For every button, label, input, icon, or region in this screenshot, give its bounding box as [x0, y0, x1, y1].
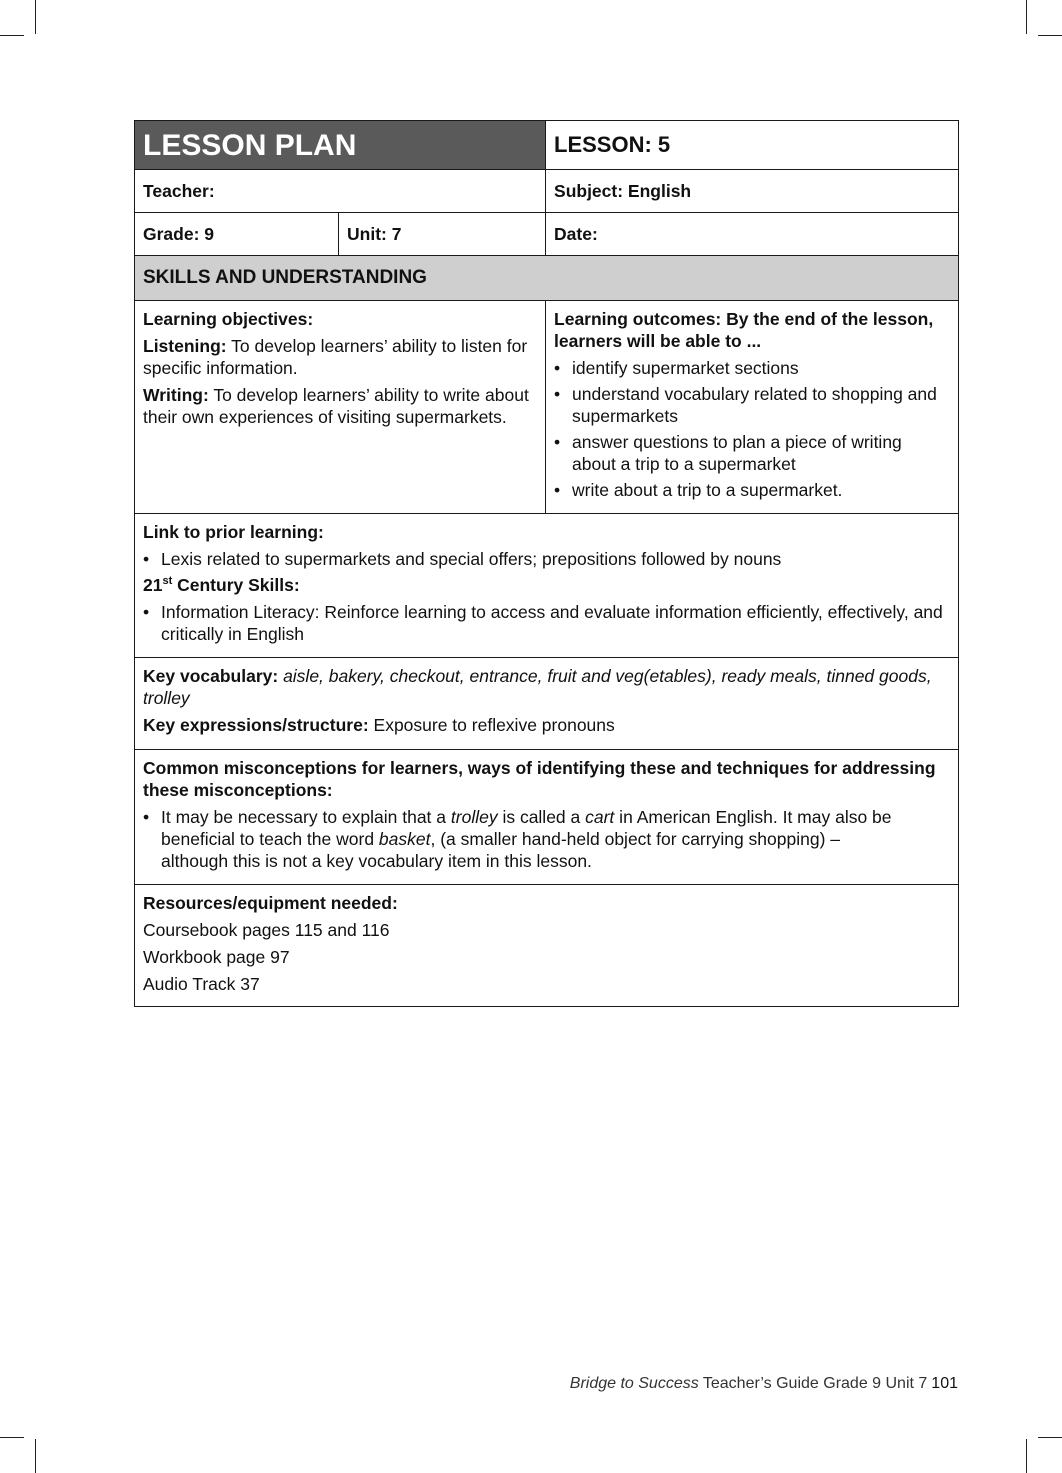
crop-mark [0, 1437, 24, 1438]
italic-term: cart [585, 807, 615, 827]
vocab-line [143, 665, 950, 709]
crop-mark [1038, 35, 1062, 36]
prior-learning [135, 514, 959, 658]
expressions-text: Exposure to reflexive pronouns [368, 715, 615, 735]
resources-heading: Resources/equipment needed: [143, 893, 398, 913]
writing-objective [143, 384, 537, 428]
misconceptions-heading: Common misconceptions for learners, ways of identifying these and techniques for addressing these misconceptions: [143, 758, 936, 800]
list-item: • write about a trip to a supermarket. [554, 479, 950, 501]
vocab-words: aisle, bakery, checkout, entrance, fruit and veg(etables), ready meals, tinned goods, trolley [143, 666, 932, 708]
date-field: Date: [546, 213, 959, 256]
listening-text: To develop learners’ ability to listen for specific information. [143, 336, 528, 378]
text-run: is called a [497, 807, 586, 827]
century-suffix: st [162, 575, 173, 588]
page-title: LESSON PLAN [135, 121, 546, 170]
century-skills-heading [143, 574, 950, 596]
list-item: • understand vocabulary related to shopping and supermarkets [554, 383, 950, 427]
writing-text: To develop learners’ ability to write about their own experiences of visiting supermarkets. [143, 385, 529, 427]
unit-field: Unit: 7 [339, 213, 546, 256]
listening-objective [143, 335, 537, 379]
list-item: • Information Literacy: Reinforce learning to access and evaluate information efficiently, effectively, and critically in English [143, 601, 950, 645]
italic-term: trolley [450, 807, 498, 827]
prior-heading: Link to prior learning: [143, 522, 324, 542]
crop-mark [1026, 1439, 1027, 1473]
resource-item: Workbook page 97 [143, 947, 290, 967]
list-item [143, 806, 950, 872]
misconceptions [135, 750, 959, 885]
misconceptions-list [143, 806, 950, 872]
crop-mark [1038, 1437, 1062, 1438]
learning-objectives [135, 301, 546, 514]
subject-field: Subject: English [546, 170, 959, 213]
resources [135, 885, 959, 1007]
teacher-field: Teacher: [135, 170, 546, 213]
resource-item: Audio Track 37 [143, 974, 260, 994]
guide-text: Teacher’s Guide Grade 9 Unit 7 [698, 1375, 928, 1392]
text-run: in American English. It may also be beneficial to teach the word [161, 807, 892, 849]
prior-list [143, 548, 950, 570]
vocab-label: Key vocabulary: [143, 666, 279, 686]
crop-mark [35, 0, 36, 34]
expressions-label: Key expressions/structure: [143, 715, 369, 735]
expressions-line [143, 714, 950, 736]
listening-label: Listening: [143, 336, 227, 356]
resource-item: Coursebook pages 115 and 116 [143, 920, 390, 940]
page-number: 101 [931, 1375, 958, 1392]
page-footer [570, 1375, 958, 1393]
text-run: , (a smaller hand-held object for carrying shopping) – although this is not a key vocabulary item in this lesson. [161, 829, 840, 871]
list-item: • answer questions to plan a piece of writing about a trip to a supermarket [554, 431, 950, 475]
skills-heading: SKILLS AND UNDERSTANDING [135, 256, 959, 301]
text-run: It may be necessary to explain that a [161, 807, 451, 827]
century-number: 21 [143, 575, 163, 595]
list-item: • Lexis related to supermarkets and special offers; prepositions followed by nouns [143, 548, 950, 570]
century-label: Century Skills: [172, 575, 300, 595]
lesson-plan-table [134, 120, 959, 1007]
crop-mark [0, 35, 24, 36]
lesson-number: LESSON: 5 [546, 121, 959, 170]
objectives-heading: Learning objectives: [143, 309, 314, 329]
italic-term: basket [378, 829, 431, 849]
writing-label: Writing: [143, 385, 209, 405]
outcomes-list [554, 357, 950, 501]
century-skills-list [143, 601, 950, 645]
outcomes-heading: Learning outcomes: By the end of the lesson, learners will be able to ... [554, 309, 934, 351]
list-item: • identify supermarket sections [554, 357, 950, 379]
crop-mark [35, 1439, 36, 1473]
key-vocabulary [135, 658, 959, 750]
grade-field: Grade: 9 [135, 213, 339, 256]
crop-mark [1026, 0, 1027, 34]
book-title: Bridge to Success [569, 1375, 699, 1392]
learning-outcomes [546, 301, 959, 514]
